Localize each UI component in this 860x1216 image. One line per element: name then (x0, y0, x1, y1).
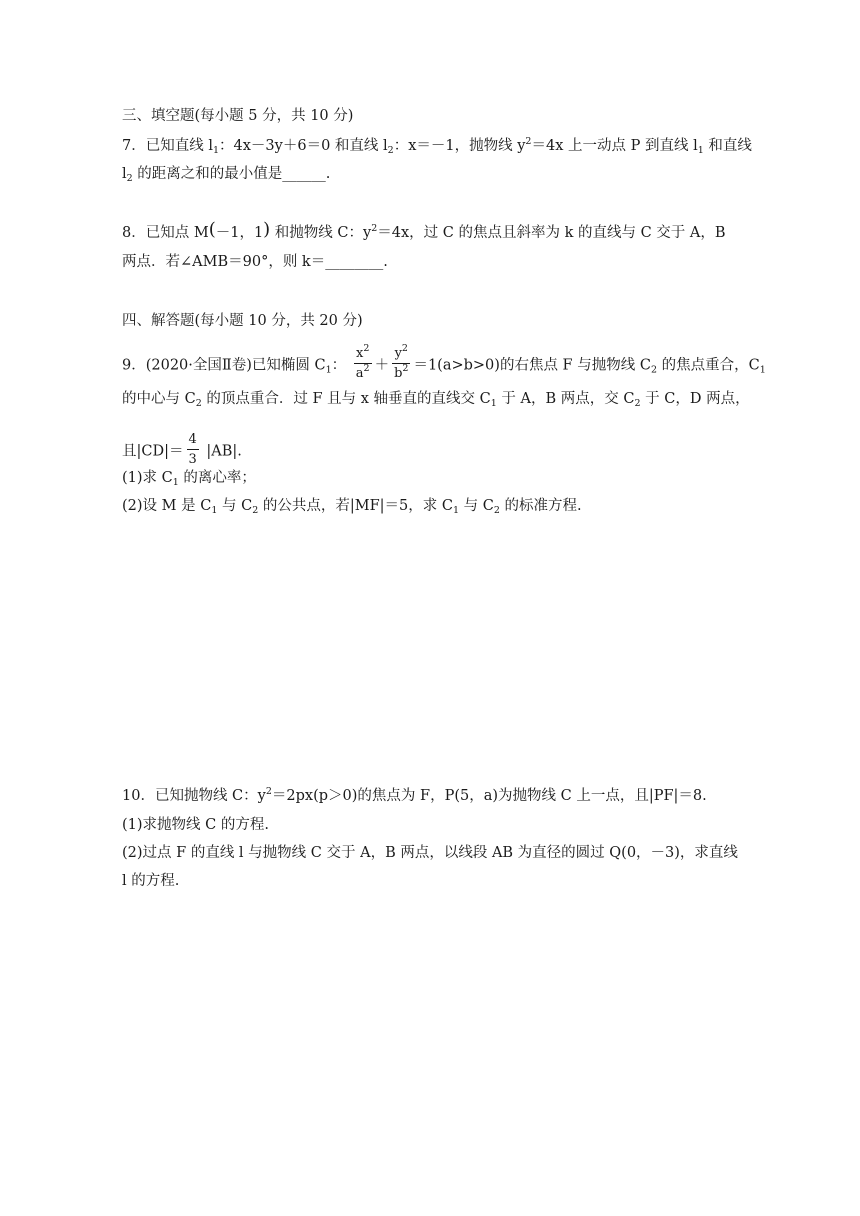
q9-text: 的顶点重合．过 F 且与 x 轴垂直的直线交 C (201, 391, 491, 407)
fraction-denominator: $b^2$ (394, 363, 409, 381)
q8-line-2: 两点．若∠AMB＝90°，则 k＝________. (122, 254, 388, 270)
q7-sup: 2 (525, 136, 532, 147)
q9-sub: 2 (634, 398, 641, 409)
q8-point: －1，1 (215, 225, 264, 241)
q9-sub: 2 (252, 505, 259, 516)
q9-sub: 1 (211, 505, 218, 516)
q8-text: ＝4x，过 C 的焦点且斜率为 k 的直线与 C 交于 A，B (377, 225, 726, 241)
q9-sub: 1 (759, 364, 766, 376)
q9-sub: 2 (493, 505, 500, 516)
q10-sup: 2 (265, 786, 272, 797)
q7-sub: 2 (387, 145, 394, 156)
q7-line-1 (122, 136, 752, 156)
q10-part-2: (2)过点 F 的直线 l 与抛物线 C 交于 A，B 两点，以线段 AB 为直径的圆过 Q(0，－3)，求直线 (122, 845, 738, 861)
q9-text: (1)求 C (122, 470, 173, 486)
q9-part-2 (122, 496, 582, 516)
q9-line-3 (122, 432, 242, 471)
q8-sup: 2 (371, 223, 378, 234)
q7-text: ＝4x 上一动点 P 到直线 l (531, 138, 698, 154)
q10-text: ＝2px(p＞0)的焦点为 F，P(5，a)为抛物线 C 上一点，且|PF|＝8. (271, 788, 707, 804)
q10-part-2-cont: l 的方程. (122, 873, 180, 889)
q7-sub: 1 (212, 145, 220, 156)
q8-text: 8．已知点 M (122, 225, 209, 241)
q9-text: (2)设 M 是 C (122, 498, 212, 514)
q7-text: 和直线 (703, 138, 752, 154)
q7-text: 7．已知直线 l (122, 138, 213, 154)
q7-text: 的距离之和的最小值是______. (132, 166, 331, 182)
section-answer-header: 四、解答题(每小题 10 分，共 20 分) (122, 313, 363, 329)
q9-sub: 2 (650, 364, 657, 376)
fraction-numerator: $x^2$ (354, 344, 372, 364)
q9-text: 与 C (459, 498, 494, 514)
fraction-denominator: 3 (188, 452, 197, 467)
q9-text: 的离心率； (178, 470, 256, 486)
q9-plus: ＋ (374, 357, 390, 374)
q8-text: 和抛物线 C：y (270, 225, 372, 241)
q7-line-2 (122, 164, 330, 184)
q10-line-1 (122, 786, 707, 806)
q9-part-1 (122, 468, 256, 488)
q9-text: 的公共点，若|MF|＝5，求 C (258, 498, 453, 514)
q7-sub: 2 (126, 173, 133, 184)
q9-sub: 1 (490, 398, 497, 409)
q9-text: 9．(2020·全国Ⅱ卷)已知椭圆 C (122, 357, 326, 374)
fraction-x2-a2 (354, 344, 372, 383)
fraction-y2-b2 (392, 344, 410, 383)
q9-text: 的焦点重合，C (656, 357, 760, 374)
q9-text: 于 C，D 两点， (640, 391, 750, 407)
q9-sub: 1 (452, 505, 459, 516)
section-fill-in-header: 三、填空题(每小题 5 分，共 10 分) (122, 108, 354, 124)
q9-text: ＝1(a>b>0)的右焦点 F 与抛物线 C (413, 357, 651, 374)
q10-text: 10．已知抛物线 C：y (122, 788, 266, 804)
q8-paren-left: ( (208, 219, 216, 240)
q9-text: |AB|. (201, 443, 242, 460)
q9-text: ： (331, 357, 347, 374)
q7-sub: 1 (697, 145, 704, 156)
q9-sub: 1 (172, 477, 179, 488)
q9-text: 于 A，B 两点，交 C (496, 391, 635, 407)
q9-sub: 2 (195, 398, 202, 409)
q7-text: l (122, 166, 127, 182)
fraction-numerator: 4 (187, 430, 199, 450)
fraction-numerator: $y^2$ (392, 344, 410, 364)
q8-line-1 (122, 219, 726, 243)
q9-text: 且|CD|＝ (122, 443, 184, 460)
q10-part-1: (1)求抛物线 C 的方程. (122, 817, 269, 833)
q9-sub: 1 (325, 364, 332, 376)
q9-line-2 (122, 389, 750, 409)
q9-line-1 (122, 343, 766, 385)
q7-text: ：x＝－1，抛物线 y (393, 138, 526, 154)
q7-text: ：4x－3y＋6＝0 和直线 l (219, 138, 388, 154)
fraction-4-3 (187, 430, 199, 469)
q9-text: 与 C (217, 498, 253, 514)
q9-text: 的标准方程. (499, 498, 582, 514)
fraction-denominator: $a^2$ (355, 363, 370, 381)
q8-paren-right: ) (263, 219, 271, 240)
q9-text: 的中心与 C (122, 391, 196, 407)
